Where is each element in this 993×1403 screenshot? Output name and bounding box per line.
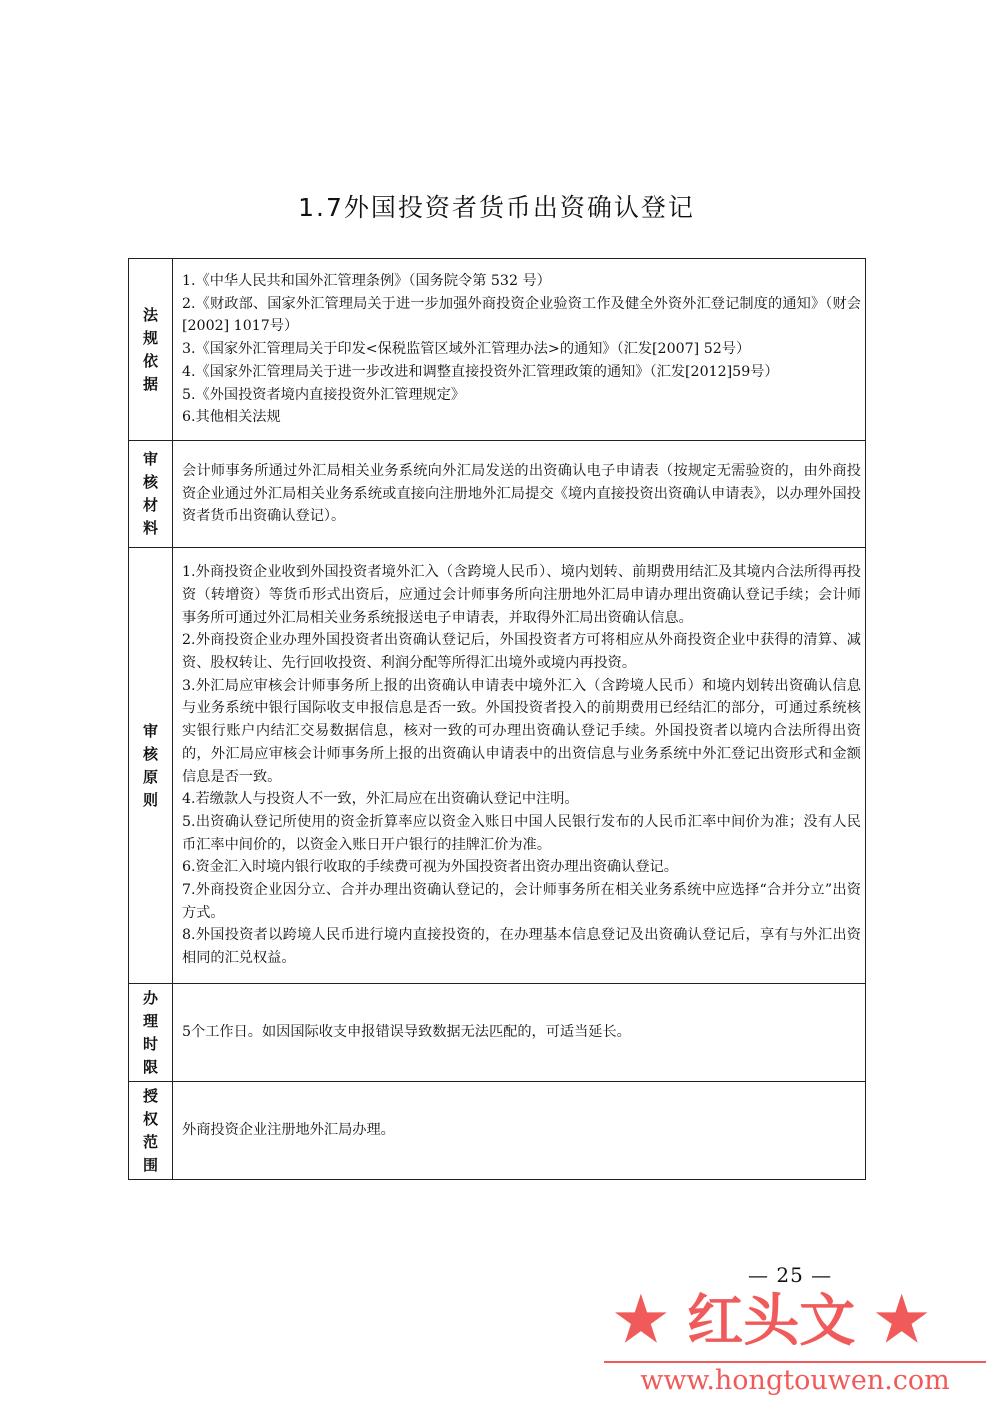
star-icon: ★ [614,1285,668,1355]
label-char: 理 [142,1011,158,1030]
label-char: 法 [142,305,158,324]
table-row-review-materials [129,441,866,548]
row-content-time-limit [173,984,866,1082]
label-char: 审 [142,721,158,740]
list-item: 外商投资企业注册地外汇局办理。 [182,1122,395,1139]
table-row-legal-basis [129,259,866,441]
label-char: 依 [142,351,158,370]
label-char: 规 [142,328,158,347]
label-char: 范 [142,1132,158,1151]
list-item: 5.《外国投资者境内直接投资外汇管理规定》 [182,386,466,403]
label-char: 核 [142,473,158,491]
row-content-review-materials [173,441,866,548]
table-row-time-limit [129,984,866,1082]
row-label-legal-basis [129,259,173,441]
page-title: 1.7外国投资者货币出资确认登记 [298,193,695,222]
regulation-table [128,258,866,1180]
label-char: 原 [142,767,158,786]
list-item: 4.《国家外汇管理局关于进一步改进和调整直接投资外汇管理政策的通知》（汇发[2012]59号） [182,363,779,380]
table-row-review-principles [129,548,866,984]
label-char: 则 [142,790,158,809]
watermark-divider [604,1361,986,1363]
label-char: 限 [142,1057,158,1076]
label-char: 核 [142,744,158,763]
list-item: 5.出资确认登记所使用的资金折算率应以资金入账日中国人民银行发布的人民币汇率中间价为准；没有人民币汇率中间价的，以资金入账日开户银行的挂牌汇价为准。 [182,813,861,853]
label-char: 权 [142,1109,158,1128]
label-char: 材 [142,496,158,514]
label-char: 料 [142,519,158,537]
star-icon: ★ [874,1285,929,1355]
label-char: 授 [142,1086,158,1105]
row-label-authorization-scope [129,1082,173,1180]
row-label-review-materials [129,441,173,548]
watermark-url: www.hongtouwen.com [640,1365,950,1396]
row-label-review-principles [129,548,173,984]
label-char: 围 [142,1155,158,1174]
list-item: 8.外国投资者以跨境人民币进行境内直接投资的，在办理基本信息登记及出资确认登记后，享有与外汇出资相同的汇兑权益。 [182,927,861,967]
page-number: — 25 — [748,1263,833,1287]
list-item: 6.其他相关法规 [182,409,281,426]
list-item: 6.资金汇入时境内银行收取的手续费可视为外国投资者出资办理出资确认登记。 [182,859,678,876]
watermark-text: 红头文 [687,1288,856,1354]
row-content-legal-basis [173,259,866,441]
label-char: 时 [142,1034,158,1053]
list-item: 5个工作日。如因国际收支申报错误导致数据无法匹配的，可适当延长。 [182,1024,631,1041]
row-content-review-principles [173,548,866,984]
list-item: 3.外汇局应审核会计师事务所上报的出资确认申请表中境外汇入（含跨境人民币）和境内划转出资确认信息与业务系统中银行国际收支申报信息是否一致。外国投资者投入的前期费用已经结汇的部分，可通过系统核实银行账户内结汇交易数据信息，核对一致的可办理出资确认登记手续。外国投资者以境内合法所得出资的，外汇局应审核会计师事务所上报的出资确认申请表中的出资信息与业务系统中外汇登记出资形式和金额信息是否一致。 [182,677,861,785]
list-item: 会计师事务所通过外汇局相关业务系统向外汇局发送的出资确认电子申请表（按规定无需验资的，由外商投资企业通过外汇局相关业务系统或直接向注册地外汇局提交《境内直接投资出资确认申请表》，以办理外国投资者货币出资确认登记）。 [182,462,861,525]
list-item: 7.外商投资企业因分立、合并办理出资确认登记的，会计师事务所在相关业务系统中应选择“合并分立”出资方式。 [182,882,861,921]
list-item: 2.《财政部、国家外汇管理局关于进一步加强外商投资企业验资工作及健全外资外汇登记制度的通知》（财会[2002] 1017号） [182,295,861,335]
list-item: 3.《国家外汇管理局关于印发<保税监管区域外汇管理办法>的通知》（汇发[2007] 52号） [182,341,751,358]
label-char: 据 [142,374,158,393]
list-item: 2.外商投资企业办理外国投资者出资确认登记后，外国投资者方可将相应从外商投资企业中获得的清算、减资、股权转让、先行回收投资、利润分配等所得汇出境外或境内再投资。 [182,632,861,671]
row-label-time-limit [129,984,173,1082]
list-item: 1.外商投资企业收到外国投资者境外汇入（含跨境人民币）、境内划转、前期费用结汇及其境内合法所得再投资（转增资）等货币形式出资后，应通过会计师事务所向注册地外汇局申请办理出资确认登记手续；会计师事务所可通过外汇局相关业务系统报送电子申请表，并取得外汇局出资确认信息。 [182,564,861,626]
list-item: 1.《中华人民共和国外汇管理条例》（国务院令第 532 号） [182,273,551,290]
label-char: 审 [142,450,158,468]
watermark-banner [614,1285,976,1355]
label-char: 办 [142,988,158,1007]
list-item: 4.若缴款人与投资人不一致，外汇局应在出资确认登记中注明。 [182,791,579,808]
row-content-authorization-scope [173,1082,866,1180]
table-row-authorization-scope [129,1082,866,1180]
